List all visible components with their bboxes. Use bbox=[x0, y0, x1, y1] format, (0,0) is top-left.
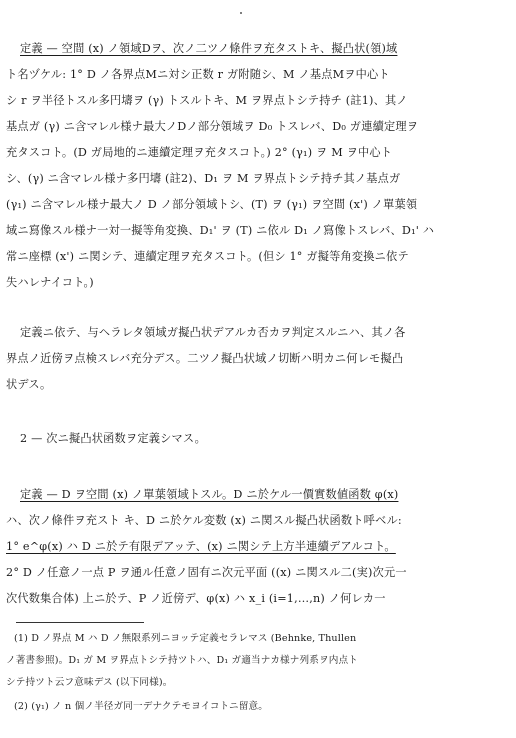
text-line: 2° D ノ任意ノ一点 P ヲ通ル任意ノ固有ニ次元平面 ((x) ニ関スル二(実)次元一 bbox=[6, 566, 407, 579]
text-line: 状デス。 bbox=[6, 378, 52, 391]
text-line: (γ₁) ニ含マレル様ナ最大ノ D ノ部分領域トシ、(T) ヲ (γ₁) ヲ空間 (x') ノ單葉領 bbox=[6, 198, 418, 211]
footnote-line: ノ著書参照)。D₁ ガ M ヲ界点トシテ持ツトハ、D₁ ガ適当ナカ様ナ列系ヲ内点ト bbox=[6, 655, 359, 666]
footnote-line: (2) (γ₁) ノ n 個ノ半径ガ同一デナクテモヨイコトニ留意。 bbox=[14, 701, 269, 712]
text-line: 定義 — D ヲ空間 (x) ノ單葉領域トスル。D ニ於ケル一價實数値函数 φ(x) bbox=[20, 488, 399, 501]
text-line: 充タスコト。(D ガ局地的ニ連續定理ヲ充タスコト。) 2° (γ₁) ヲ M ヲ中心ト bbox=[6, 146, 393, 159]
section-heading: 2 — 次ニ擬凸状函数ヲ定義シマス。 bbox=[20, 432, 206, 445]
text-line: 域ニ寫像スル様ナ一対一擬等角変換、D₁' ヲ (T) ニ依ル D₁ ノ寫像トスレバ、D₁' ハ bbox=[6, 224, 435, 237]
text-line: 失ハレナイコト。) bbox=[6, 276, 94, 289]
text-line: 常ニ座標 (x') ニ関シテ、連續定理ヲ充タスコト。(但シ 1° ガ擬等角変換ニ依テ bbox=[6, 250, 409, 263]
text-line: シ、(γ) ニ含マレル様ナ多円壔 (註2)、D₁ ヲ M ヲ界点トシテ持チ其ノ基点ガ bbox=[6, 172, 401, 185]
text-line: 基点ガ (γ) ニ含マレル様ナ最大ノDノ部分領域ヲ D₀ トスレバ、D₀ ガ連續定理ヲ bbox=[6, 120, 419, 133]
footnote-rule bbox=[16, 622, 144, 623]
text-line: 界点ノ近傍ヲ点検スレバ充分デス。二ツノ擬凸状域ノ切断ハ明カニ何レモ擬凸 bbox=[6, 352, 404, 365]
text-line: 定義ニ依テ、与ヘラレタ領域ガ擬凸状デアルカ否カヲ判定スルニハ、其ノ各 bbox=[20, 326, 406, 339]
text-line: 次代数集合体) 上ニ於テ、P ノ近傍デ、φ(x) ハ x_i (i=1,…,n) ノ何レカ一 bbox=[6, 592, 386, 605]
scan-speck bbox=[240, 12, 242, 14]
text-line: ト名ヅケル: 1° D ノ各界点Mニ対シ正数 r ガ附随シ、M ノ基点Mヲ中心ト bbox=[6, 68, 390, 81]
text-line: シ r ヲ半径トスル多円壔ヲ (γ) トスルトキ、M ヲ界点トシテ持チ (註1)、其ノ bbox=[6, 94, 408, 107]
text-line: ハ、次ノ條件ヲ充スト キ、D ニ於ケル変数 (x) ニ関スル擬凸状函数ト呼ベル: bbox=[6, 514, 402, 527]
footnote-line: (1) D ノ界点 M ハ D ノ無限系列ニヨッテ定義セラレマス (Behnke, Thullen bbox=[14, 633, 357, 644]
footnote-line: シテ持ツト云フ意味デス (以下同様)。 bbox=[6, 677, 173, 688]
text-line: 定義 — 空間 (x) ノ領域Dヲ、次ノ二ツノ條件ヲ充タストキ、擬凸状(領)域 bbox=[20, 42, 398, 55]
text-line: 1° e^φ(x) ハ D ニ於テ有限デアッテ、(x) ニ関シテ上方半連續デアルコト。 bbox=[6, 540, 396, 553]
